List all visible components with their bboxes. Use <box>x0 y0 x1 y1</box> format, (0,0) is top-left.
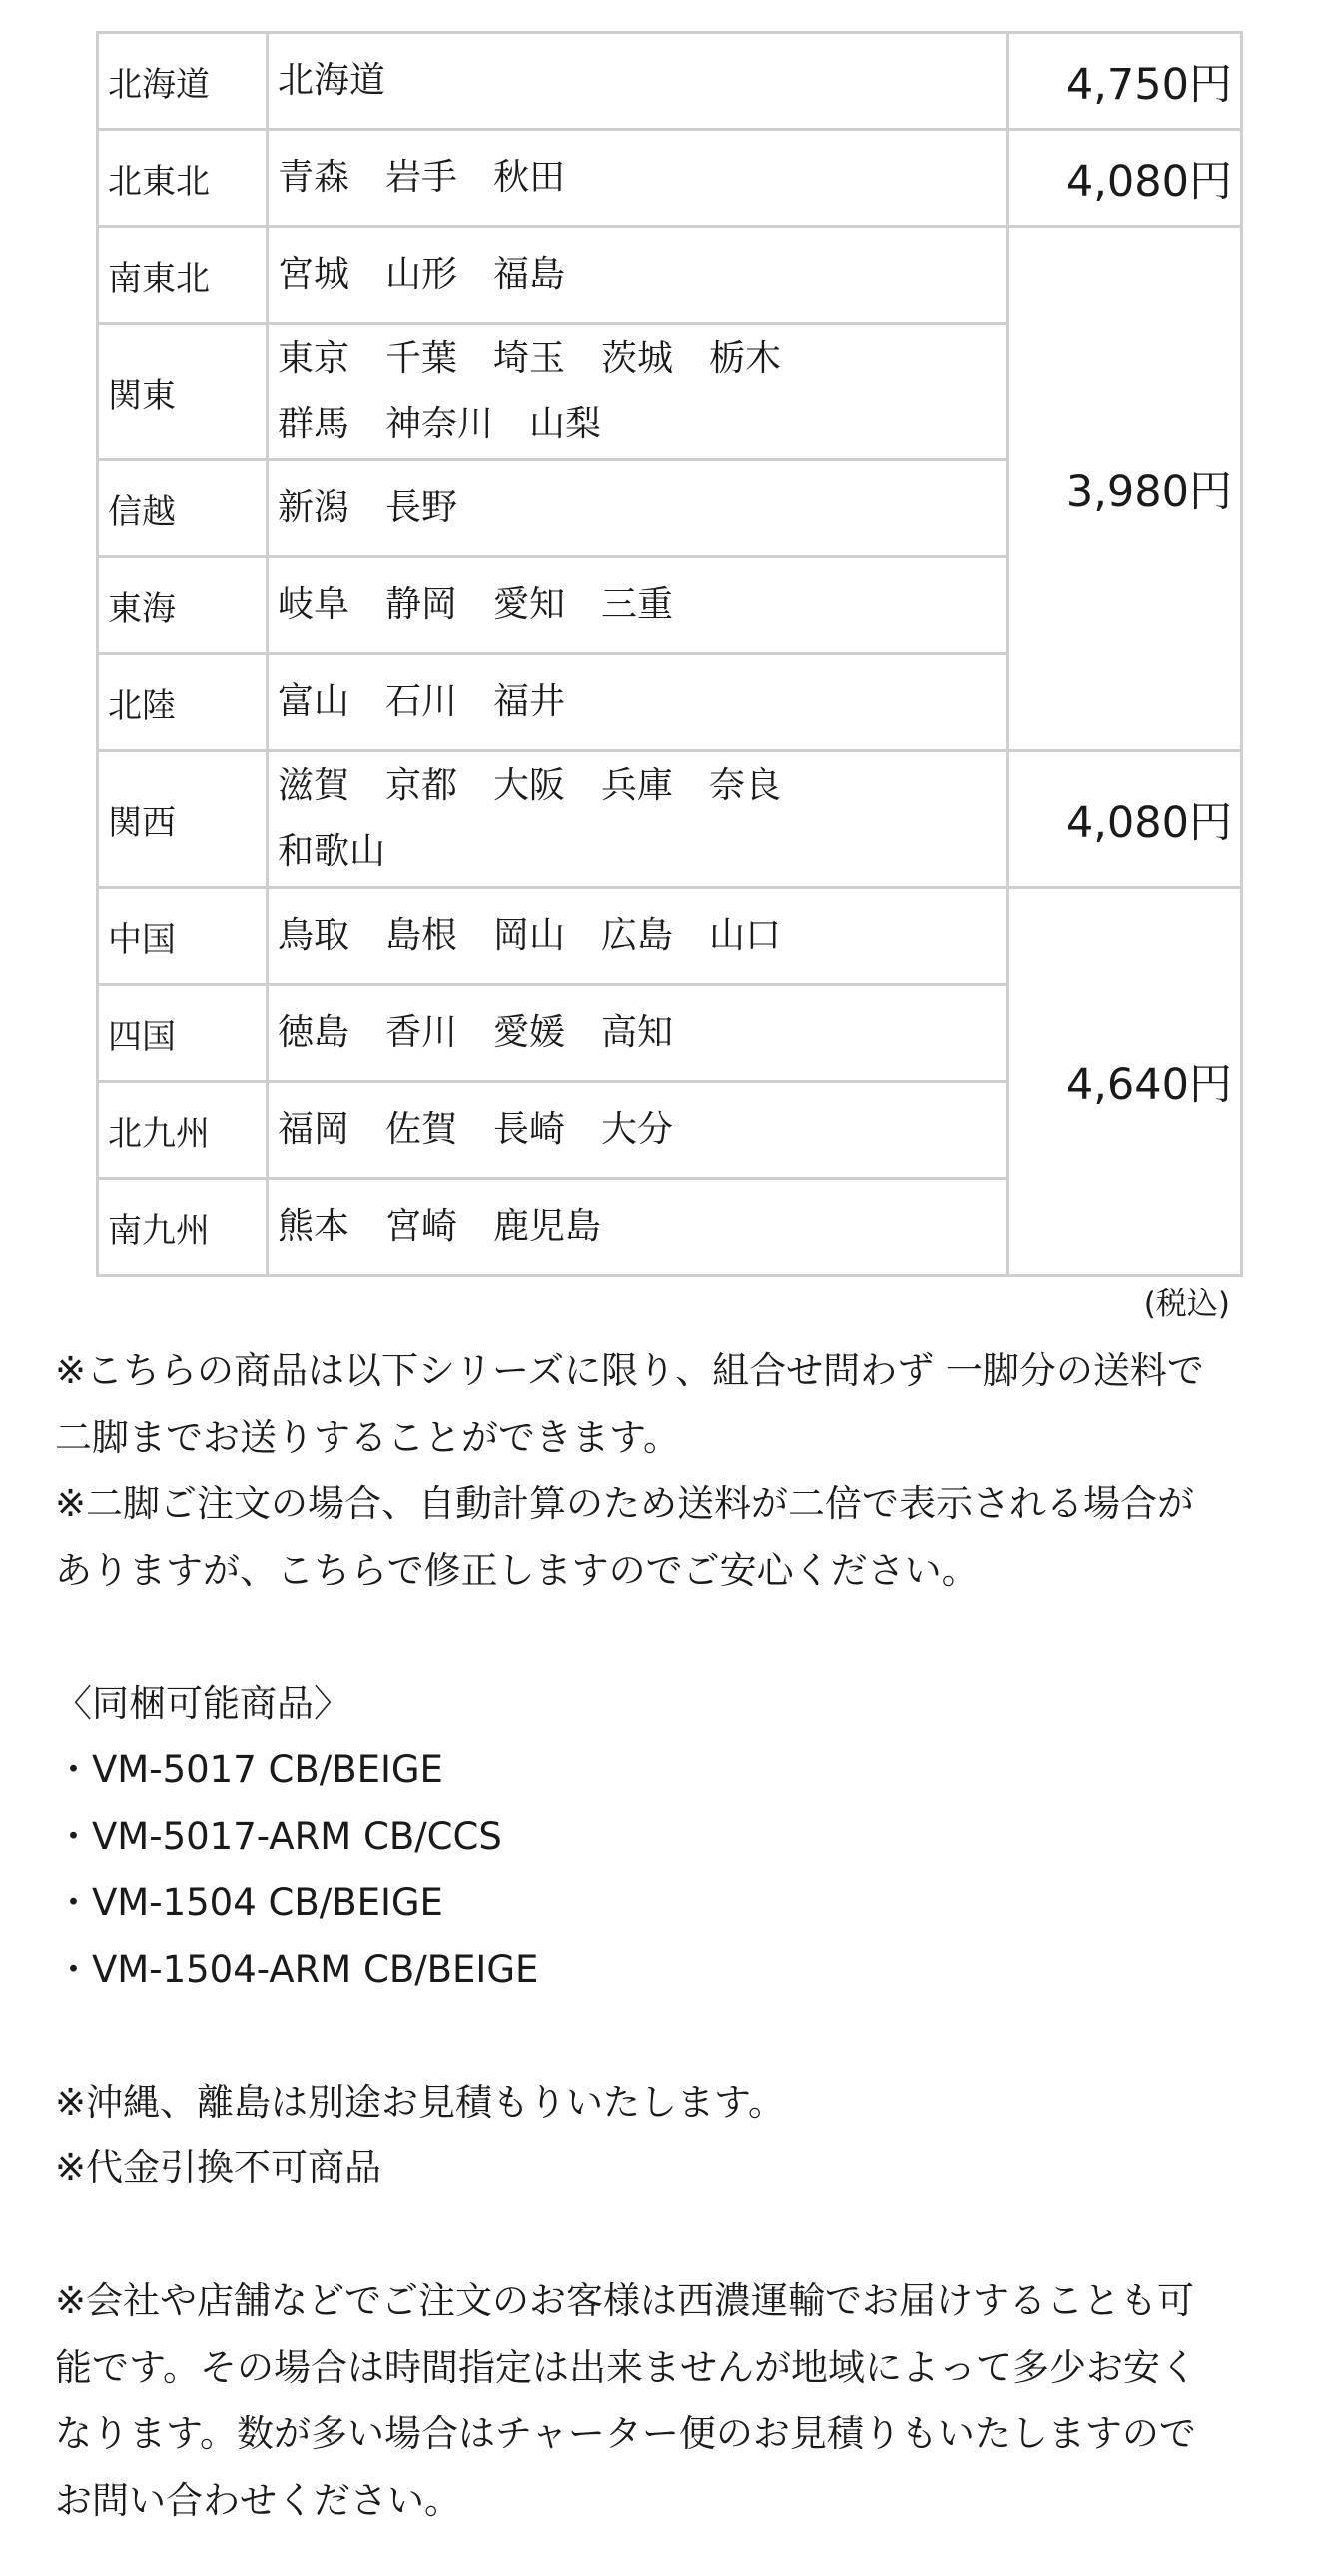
shipping-price: 3,980円 <box>1008 227 1242 751</box>
shipping-price: 4,750円 <box>1008 33 1242 130</box>
bundle-item: ・VM-1504 CB/BEIGE <box>55 1881 443 1924</box>
prefecture-list <box>268 130 1008 227</box>
shipping-price: 4,080円 <box>1008 130 1242 227</box>
table-row <box>98 33 1242 130</box>
prefecture-list <box>268 33 1008 130</box>
region-name: 信越 <box>98 460 268 557</box>
region-name: 北陸 <box>98 654 268 751</box>
prefecture-line: 富山 石川 福井 <box>278 681 566 722</box>
region-name: 東海 <box>98 557 268 654</box>
shipping-rate-table <box>96 31 1243 1277</box>
bundle-heading: 〈同梱可能商品〉 <box>55 1681 350 1725</box>
bundle-item: ・VM-1504-ARM CB/BEIGE <box>55 1947 539 1991</box>
region-name: 関東 <box>98 324 268 460</box>
prefecture-list <box>268 985 1008 1082</box>
prefecture-line: 福岡 佐賀 長崎 大分 <box>278 1109 674 1150</box>
shipping-price: 4,080円 <box>1008 751 1242 888</box>
table-row <box>98 888 1242 985</box>
prefecture-line: 徳島 香川 愛媛 高知 <box>278 1012 674 1053</box>
prefecture-list <box>268 1179 1008 1276</box>
shipping-notes <box>55 1338 1303 2534</box>
prefecture-line: 北海道 <box>278 60 386 101</box>
tax-included-note: (税込) <box>1143 1287 1230 1322</box>
note-line: 二脚までお送りすることができます。 <box>55 1415 681 1459</box>
prefecture-line: 宮城 山形 福島 <box>278 254 566 295</box>
table-row <box>98 227 1242 324</box>
prefecture-list <box>268 557 1008 654</box>
prefecture-list <box>268 888 1008 985</box>
note-line: ありますが、こちらで修正しますのでご安心ください。 <box>55 1548 979 1592</box>
prefecture-line: 岐阜 静岡 愛知 三重 <box>278 584 674 625</box>
region-name: 北海道 <box>98 33 268 130</box>
region-name: 南東北 <box>98 227 268 324</box>
paragraph-gap <box>55 2003 1303 2070</box>
region-name: 中国 <box>98 888 268 985</box>
prefecture-line: 鳥取 島根 岡山 広島 山口 <box>278 915 782 956</box>
prefecture-line: 東京 千葉 埼玉 茨城 栃木 <box>278 338 782 379</box>
prefecture-list <box>268 1082 1008 1179</box>
prefecture-line: 青森 岩手 秋田 <box>278 157 566 198</box>
prefecture-list <box>268 227 1008 324</box>
region-name: 南九州 <box>98 1179 268 1276</box>
region-name: 四国 <box>98 985 268 1082</box>
bundle-item: ・VM-5017-ARM CB/CCS <box>55 1814 502 1858</box>
note-line: なります。数が多い場合はチャーター便のお見積りもいたしますので <box>55 2412 1196 2455</box>
shipping-price: 4,640円 <box>1008 888 1242 1276</box>
prefecture-line: 和歌山 <box>278 831 386 872</box>
region-name: 北九州 <box>98 1082 268 1179</box>
prefecture-line: 新潟 長野 <box>278 487 458 528</box>
table-row <box>98 751 1242 888</box>
region-name: 北東北 <box>98 130 268 227</box>
note-line: お問い合わせください。 <box>55 2478 461 2522</box>
note-line: ※会社や店舗などでご注文のお客様は西濃運輸でお届けすることも可 <box>55 2279 1195 2322</box>
prefecture-line: 滋賀 京都 大阪 兵庫 奈良 <box>278 765 782 806</box>
note-line: ※代金引換不可商品 <box>55 2147 382 2189</box>
note-line: ※沖縄、離島は別途お見積もりいたします。 <box>55 2080 786 2124</box>
note-line: ※こちらの商品は以下シリーズに限り、組合せ問わず 一脚分の送料で <box>55 1349 1204 1392</box>
prefecture-line: 熊本 宮崎 鹿児島 <box>278 1206 602 1247</box>
prefecture-list <box>268 324 1008 460</box>
bundle-item: ・VM-5017 CB/BEIGE <box>55 1748 443 1791</box>
prefecture-list <box>268 654 1008 751</box>
prefecture-list <box>268 460 1008 557</box>
paragraph-gap <box>55 1604 1303 1671</box>
prefecture-list <box>268 751 1008 888</box>
prefecture-line: 群馬 神奈川 山梨 <box>278 404 602 444</box>
table-row <box>98 130 1242 227</box>
note-line: ※二脚ご注文の場合、自動計算のため送料が二倍で表示される場合が <box>55 1482 1194 1525</box>
region-name: 関西 <box>98 751 268 888</box>
paragraph-gap <box>55 2202 1303 2269</box>
note-line: 能です。その場合は時間指定は出来ませんが地域によって多少お安く <box>55 2345 1198 2389</box>
